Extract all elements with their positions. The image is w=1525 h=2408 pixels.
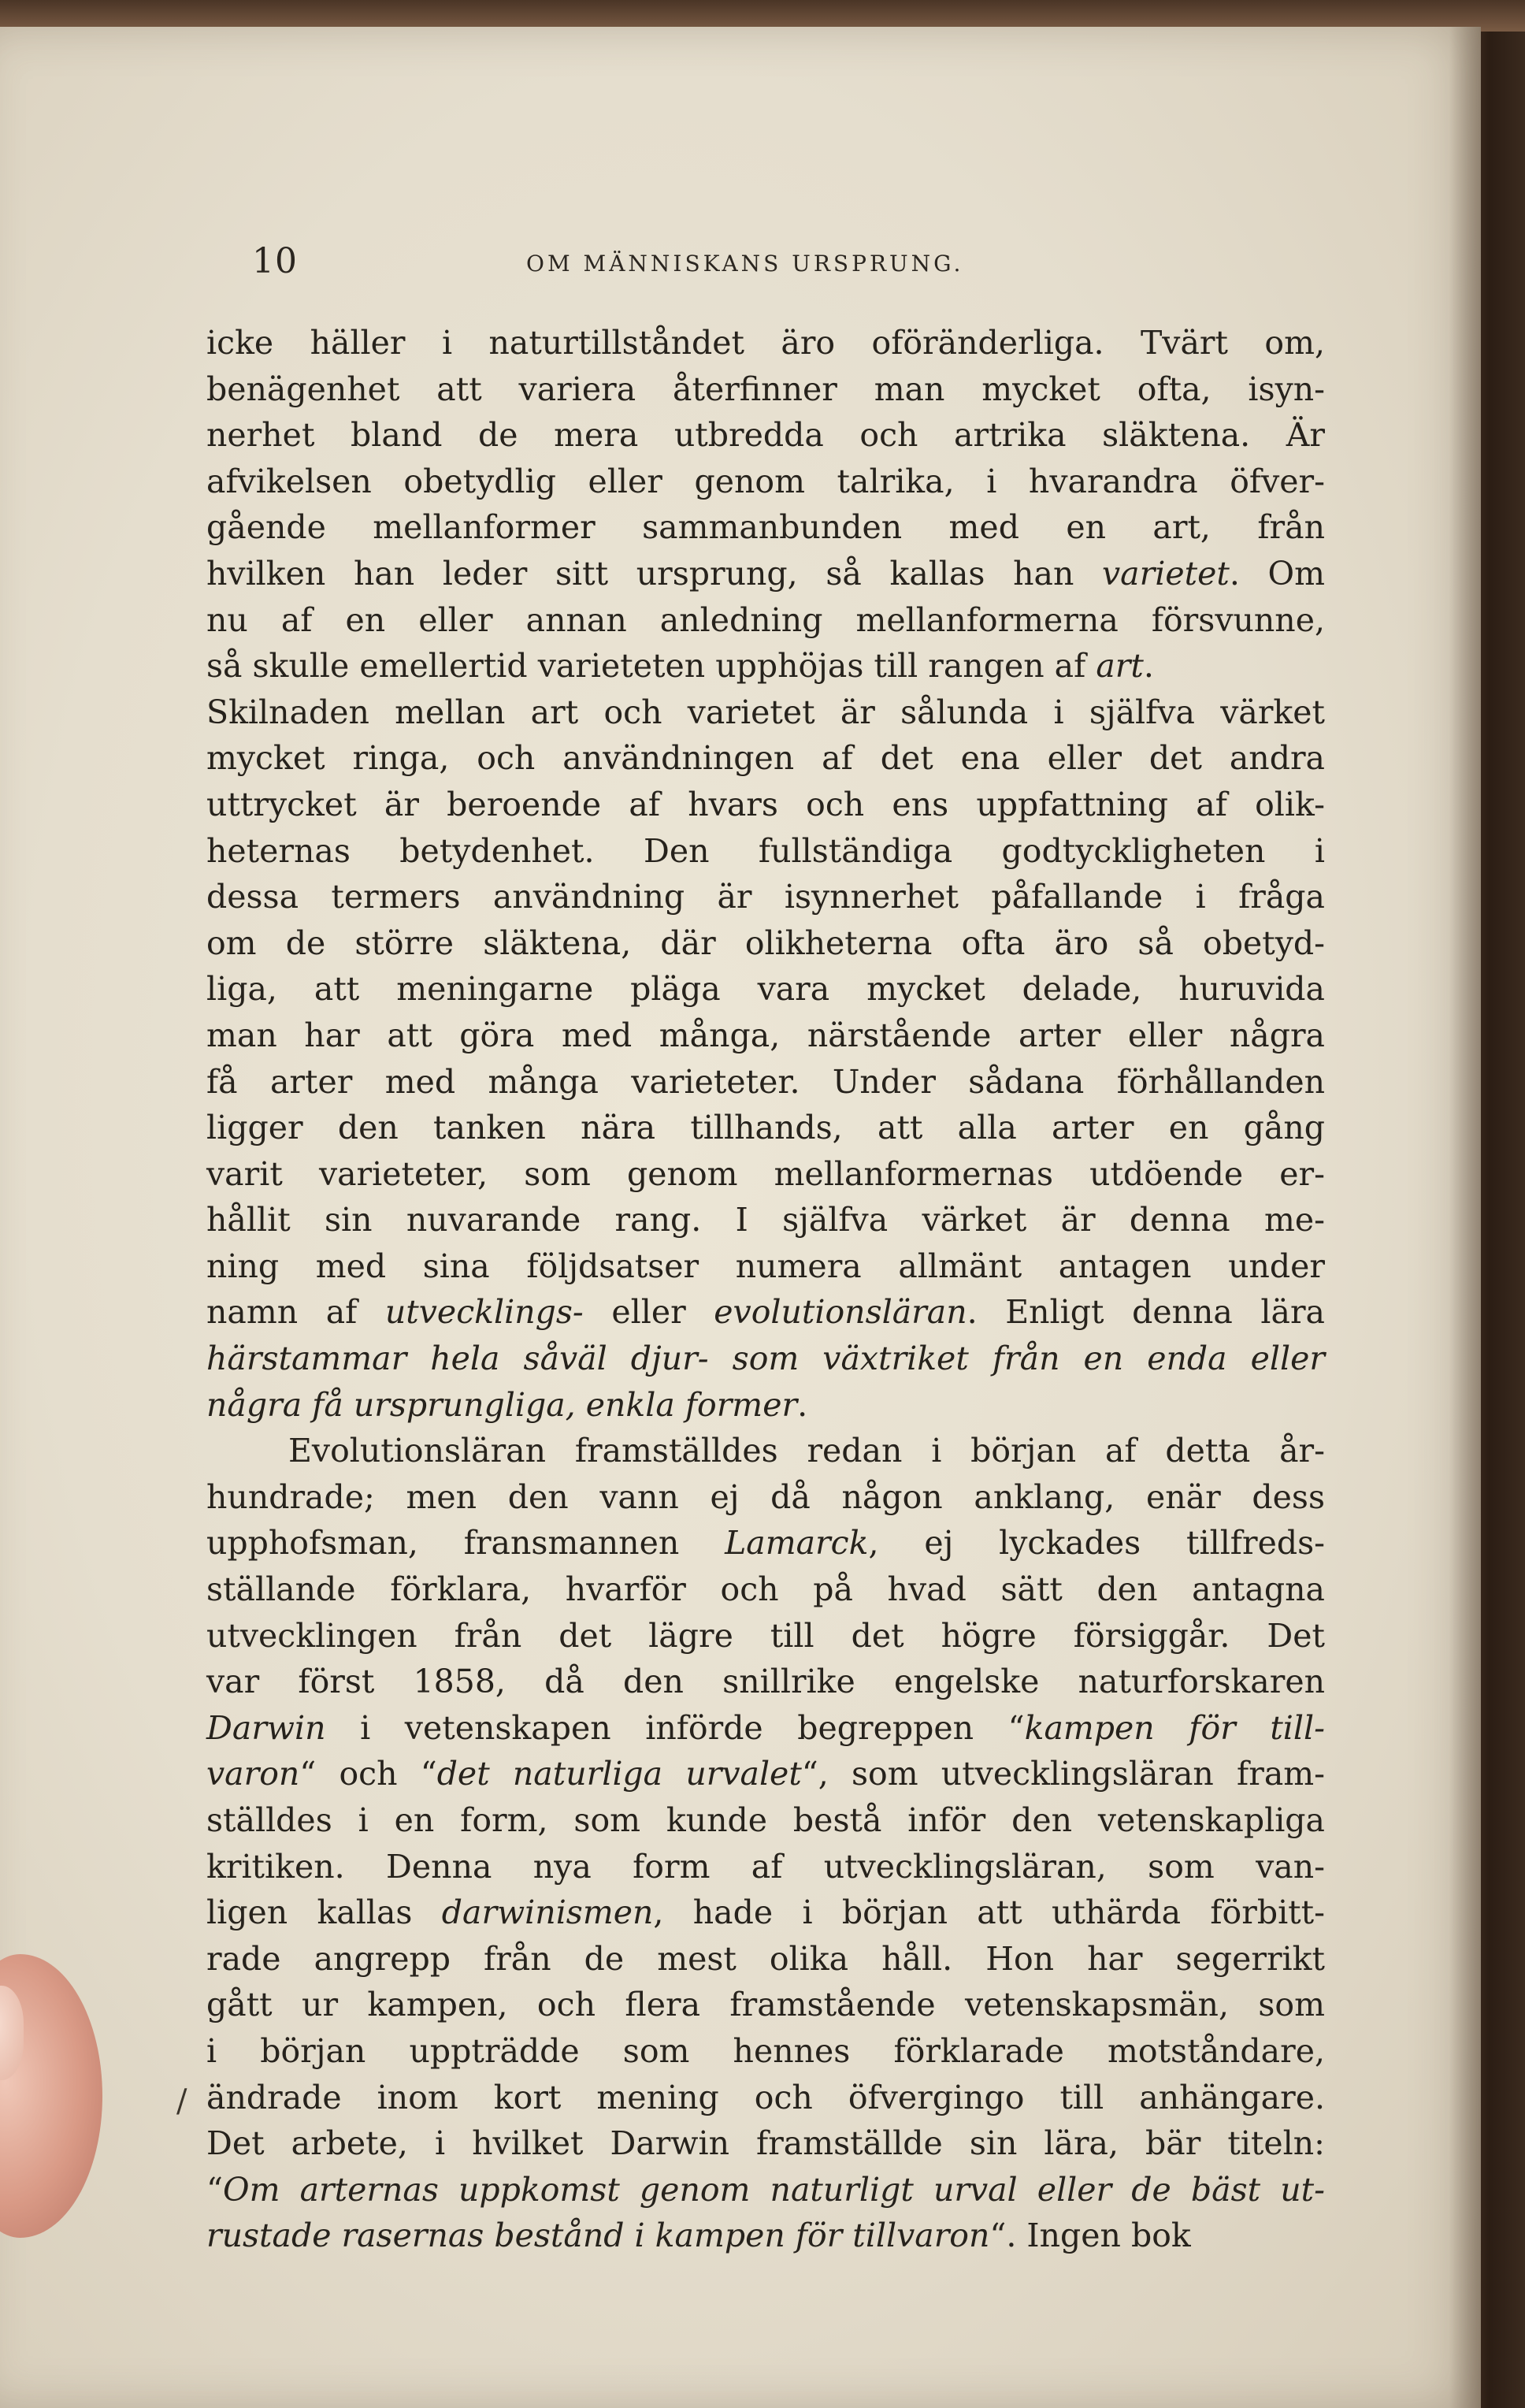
text-line [206, 828, 1325, 875]
running-head-title: OM MÄNNISKANS URSPRUNG. [526, 251, 964, 277]
text-span: i början uppträdde som hennes förklarade motståndare, [206, 2031, 1325, 2070]
text-span: rade angrepp från de mest olika håll. Hon har segerrikt [206, 1939, 1325, 1978]
text-line [206, 1613, 1325, 1659]
text-line [206, 2028, 1325, 2075]
text-line [206, 643, 1325, 689]
text-span: , hade i början att uthärda förbitt- [653, 1893, 1325, 1932]
page-number: 10 [252, 241, 298, 281]
italic-span: några få ursprungliga, enkla former [206, 1385, 798, 1424]
text-line [206, 1474, 1325, 1521]
text-span: upphofsman, fransmannen [206, 1524, 725, 1563]
text-span: eller [583, 1293, 714, 1332]
text-span: hvilken han leder sitt ursprung, så kallas han [206, 554, 1103, 593]
text-line [206, 1890, 1325, 1936]
text-span: . Om [1229, 554, 1325, 593]
text-line [206, 735, 1325, 782]
text-span: hundrade; men den vann ej då någon anklang, enär dess [206, 1477, 1325, 1516]
text-line [206, 2075, 1325, 2121]
text-span: få arter med många varieteter. Under sådana förhållanden [206, 1062, 1325, 1101]
italic-span: darwinismen [441, 1893, 654, 1932]
text-line [206, 1659, 1325, 1705]
text-span: uttrycket är beroende af hvars och ens uppfattning af olik- [206, 785, 1325, 823]
italic-span: Lamarck [725, 1524, 869, 1563]
text-span: gått ur kampen, och flera framstående vetenskapsmän, som [206, 1986, 1325, 2024]
text-line [206, 1013, 1325, 1059]
text-span: heternas betydenhet. Den fullständiga godtyckligheten i [206, 831, 1325, 870]
text-line [206, 1197, 1325, 1243]
text-line [206, 459, 1325, 505]
text-span: liga, att meningarne pläga vara mycket delade, huruvida [206, 970, 1325, 1009]
thumbnail [0, 1986, 24, 2080]
text-line [206, 1982, 1325, 2028]
text-line [206, 551, 1325, 597]
italic-span: det naturliga urvalet [436, 1755, 802, 1793]
text-span: namn af [206, 1293, 385, 1332]
text-line [206, 1520, 1325, 1566]
text-span: Skilnaden mellan art och varietet är sålunda i själfva värket [206, 693, 1325, 731]
text-span: . [1143, 647, 1154, 686]
text-span: ställande förklara, hvarför och på hvad sätt den antagna [206, 1570, 1325, 1609]
text-span: var först 1858, då den snillrike engelske naturforskaren [206, 1663, 1325, 1701]
text-line [206, 2213, 1325, 2259]
text-line [206, 1382, 1325, 1429]
text-line [206, 320, 1325, 366]
text-line [206, 782, 1325, 828]
text-line [206, 1105, 1325, 1151]
text-span: benägenhet att variera återfinner man mycket ofta, isyn- [206, 370, 1325, 408]
text-line [206, 504, 1325, 551]
text-span: ning med sina följdsatser numera allmänt antagen under [206, 1247, 1325, 1285]
text-span: dessa termers användning är isynnerhet påfallande i fråga [206, 878, 1325, 916]
text-span: hållit sin nuvarande rang. I själfva värket är denna me- [206, 1201, 1325, 1239]
text-span: ligger den tanken nära tillhands, att alla arter en gång [206, 1109, 1325, 1147]
text-span: “. Ingen bok [989, 2217, 1191, 2255]
text-span: icke häller i naturtillståndet äro oföränderliga. Tvärt om, [206, 324, 1325, 362]
text-line [206, 920, 1325, 967]
text-span: . Enligt denna lära [967, 1293, 1325, 1332]
book-page [0, 27, 1481, 2408]
italic-span: rustade rasernas bestånd i kampen för tillvaron [206, 2217, 990, 2255]
text-line [206, 1428, 1325, 1474]
italic-span: härstammar hela såväl djur- som växtriket från en enda eller [206, 1340, 1325, 1378]
italic-span: varon [206, 1755, 300, 1793]
text-span: utvecklingen från det lägre till det högre försiggår. Det [206, 1616, 1325, 1655]
italic-span: art [1096, 647, 1144, 686]
text-span: om de större släktena, där olikheterna ofta äro så obetyd- [206, 923, 1325, 962]
italic-span: kampen för till- [1024, 1708, 1325, 1747]
text-line [206, 412, 1325, 459]
text-line [206, 1797, 1325, 1844]
text-span: “, som utvecklingsläran fram- [801, 1755, 1325, 1793]
text-line [206, 1289, 1325, 1336]
page-gutter-shadow [1449, 27, 1481, 2408]
text-line [206, 1705, 1325, 1752]
text-span: varit varieteter, som genom mellanformernas utdöende er- [206, 1154, 1325, 1193]
text-line [206, 366, 1325, 413]
text-span: Evolutionsläran framställdes redan i början af detta år- [288, 1432, 1325, 1470]
text-span: gående mellanformer sammanbunden med en art, från [206, 508, 1325, 547]
text-span: ligen kallas [206, 1893, 442, 1932]
text-span: kritiken. Denna nya form af utvecklingsläran, som van- [206, 1847, 1325, 1886]
text-line [206, 1243, 1325, 1290]
text-line [206, 1566, 1325, 1613]
text-span: mycket ringa, och användningen af det ena eller det andra [206, 739, 1325, 778]
italic-span: evolutionsläran [714, 1293, 967, 1332]
text-span: man har att göra med många, närstående arter eller några [206, 1016, 1325, 1054]
text-span: , ej lyckades tillfreds- [868, 1524, 1325, 1563]
text-line [206, 1751, 1325, 1797]
text-span: nu af en eller annan anledning mellanformerna försvunne, [206, 600, 1325, 639]
text-span: afvikelsen obetydlig eller genom talrika, i hvarandra öfver- [206, 462, 1325, 500]
text-line [206, 2167, 1325, 2213]
text-line [206, 597, 1325, 644]
body-text [206, 320, 1325, 2259]
text-line [206, 1059, 1325, 1106]
italic-span: utvecklings- [384, 1293, 584, 1332]
text-line [206, 1844, 1325, 1890]
italic-span: varietet [1102, 554, 1230, 593]
text-span: “ och “ [299, 1755, 437, 1793]
text-span: ändrade inom kort mening och öfvergingo till anhängare. [206, 2078, 1325, 2116]
text-span: . [797, 1385, 808, 1424]
text-line [206, 2120, 1325, 2167]
text-span: i vetenskapen införde begreppen “ [325, 1708, 1025, 1747]
text-span: så skulle emellertid varieteten upphöjas till rangen af [206, 647, 1096, 686]
text-line [206, 966, 1325, 1013]
margin-mark: / [176, 2083, 187, 2120]
text-line [206, 1336, 1325, 1382]
text-span: Det arbete, i hvilket Darwin framställde sin lära, bär titeln: [206, 2124, 1325, 2163]
text-span: “ [206, 2170, 223, 2209]
italic-span: Darwin [206, 1708, 326, 1747]
text-span: nerhet bland de mera utbredda och artrika släktena. Är [206, 416, 1325, 455]
text-line [206, 874, 1325, 920]
text-line [206, 1936, 1325, 1983]
text-line [206, 689, 1325, 736]
text-line [206, 1151, 1325, 1198]
text-span: ställdes i en form, som kunde bestå inför den vetenskapliga [206, 1801, 1325, 1839]
italic-span: Om arternas uppkomst genom naturligt urval eller de bäst ut- [222, 2170, 1325, 2209]
running-head [252, 241, 1323, 288]
